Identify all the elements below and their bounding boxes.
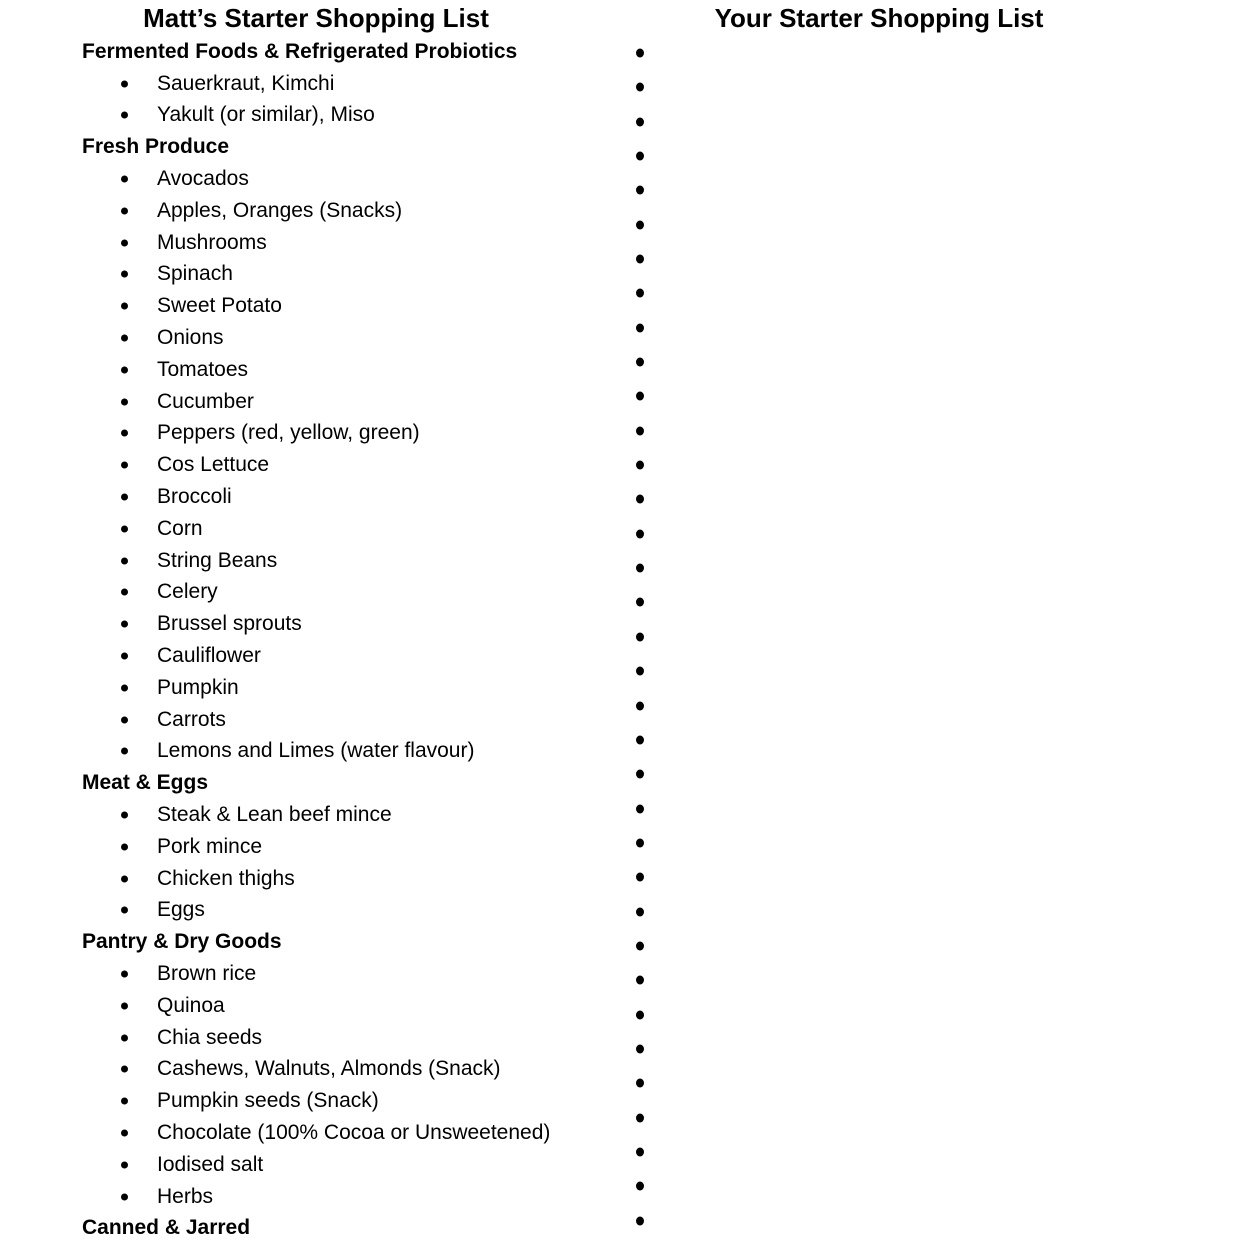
empty-list-row [0, 757, 1240, 791]
empty-list-row [0, 826, 1240, 860]
bullet-icon [636, 1010, 644, 1019]
section-heading: Meat & Eggs [82, 771, 209, 795]
bullet-icon [636, 289, 644, 298]
left-list-title: Matt’s Starter Shopping List [143, 3, 489, 33]
section-heading: Fresh Produce [82, 135, 230, 159]
bullet-icon [636, 220, 644, 229]
list-item-text: Apples, Oranges (Snacks) [157, 198, 403, 222]
bullet-icon [636, 598, 644, 607]
bullet-icon [636, 1079, 644, 1088]
list-item-text: Chia seeds [157, 1025, 263, 1049]
empty-list-row [0, 482, 1240, 516]
empty-list-row [0, 36, 1240, 70]
bullet-icon [636, 735, 644, 744]
bullet-icon [636, 426, 644, 435]
empty-list-row [0, 414, 1240, 448]
list-item-text: Steak & Lean beef mince [157, 803, 392, 827]
bullet-icon [636, 1216, 644, 1225]
list-item-text: Celery [157, 580, 218, 604]
section-heading: Canned & Jarred [82, 1216, 251, 1240]
bullet-icon [636, 1147, 644, 1156]
empty-list-row [0, 345, 1240, 379]
list-item-text: Sauerkraut, Kimchi [157, 71, 335, 95]
empty-list-row [0, 517, 1240, 551]
list-item-text: Quinoa [157, 993, 225, 1017]
bullet-icon [636, 461, 644, 470]
bullet-icon [636, 838, 644, 847]
empty-list-row [0, 894, 1240, 928]
list-item-text: Yakult (or similar), Miso [157, 103, 375, 127]
empty-list-row [0, 70, 1240, 104]
bullet-icon [636, 186, 644, 195]
bullet-icon [636, 529, 644, 538]
empty-list-row [0, 173, 1240, 207]
list-item-text: Tomatoes [157, 357, 249, 381]
empty-list-row [0, 585, 1240, 619]
empty-list-row [0, 688, 1240, 722]
list-item-text: Carrots [157, 707, 226, 731]
list-item-text: Onions [157, 326, 224, 350]
empty-list-row [0, 276, 1240, 310]
bullet-icon [636, 564, 644, 573]
list-item-text: Peppers (red, yellow, green) [157, 421, 420, 445]
bullet-icon [636, 1113, 644, 1122]
empty-list-row [0, 654, 1240, 688]
bullet-icon [636, 701, 644, 710]
list-item-text: Spinach [157, 262, 233, 286]
bullet-icon [636, 83, 644, 92]
list-item-text: Corn [157, 516, 203, 540]
right-list-title: Your Starter Shopping List [714, 3, 1044, 33]
list-item-text: Eggs [157, 898, 205, 922]
bullet-icon [636, 667, 644, 676]
bullet-icon [636, 152, 644, 161]
bullet-icon [636, 117, 644, 126]
empty-list-row [0, 1135, 1240, 1169]
bullet-icon [636, 48, 644, 57]
list-item-text: Iodised salt [157, 1152, 264, 1176]
list-item-text: Broccoli [157, 485, 232, 509]
list-item-text: Cos Lettuce [157, 453, 270, 477]
bullet-icon [636, 1044, 644, 1053]
list-item-text: Lemons and Limes (water flavour) [157, 739, 475, 763]
bullet-icon [636, 255, 644, 264]
empty-list-row [0, 242, 1240, 276]
bullet-icon [636, 323, 644, 332]
list-item-text: Mushrooms [157, 230, 267, 254]
empty-list-row [0, 139, 1240, 173]
list-item-text: Sweet Potato [157, 294, 282, 318]
empty-list-row [0, 860, 1240, 894]
list-item-text: Chicken thighs [157, 866, 295, 890]
empty-list-row [0, 1100, 1240, 1134]
list-item-text: Brown rice [157, 962, 257, 985]
bullet-icon [636, 632, 644, 641]
list-item-text: Chocolate (100% Cocoa or Unsweetened) [157, 1120, 551, 1144]
bullet-icon [636, 770, 644, 779]
bullet-icon [636, 358, 644, 367]
list-item-text: Cucumber [157, 389, 254, 413]
list-item-text: Pumpkin seeds (Snack) [157, 1089, 379, 1113]
empty-list-row [0, 1203, 1240, 1237]
empty-list-row [0, 791, 1240, 825]
bullet-icon [636, 1182, 644, 1191]
empty-list-row [0, 208, 1240, 242]
section-heading: Pantry & Dry Goods [82, 930, 282, 954]
bullet-icon [636, 976, 644, 985]
empty-list-row [0, 1032, 1240, 1066]
empty-list-row [0, 1066, 1240, 1100]
empty-list-row [0, 448, 1240, 482]
list-item-text: Cashews, Walnuts, Almonds (Snack) [157, 1057, 501, 1081]
empty-list-row [0, 997, 1240, 1031]
empty-list-row [0, 963, 1240, 997]
bullet-icon [636, 873, 644, 882]
list-item-text: Pumpkin [157, 675, 239, 699]
empty-list-row [0, 929, 1240, 963]
empty-list-row [0, 1169, 1240, 1203]
empty-list-row [0, 104, 1240, 138]
empty-list-row [0, 620, 1240, 654]
bullet-icon [636, 907, 644, 916]
bullet-icon [636, 941, 644, 950]
empty-list-row [0, 379, 1240, 413]
list-item-text: Pork mince [157, 834, 263, 858]
right-empty-shopping-list [0, 36, 1240, 1238]
empty-list-row [0, 723, 1240, 757]
section-heading: Fermented Foods & Refrigerated Probiotics [82, 39, 518, 63]
list-item-text: Herbs [157, 1184, 214, 1208]
list-item-text: Cauliflower [157, 644, 261, 668]
list-item-text: String Beans [157, 548, 278, 572]
bullet-icon [636, 495, 644, 504]
list-item-text: Brussel sprouts [157, 612, 302, 636]
bullet-icon [636, 392, 644, 401]
list-item-text: Avocados [157, 167, 249, 191]
empty-list-row [0, 548, 1240, 585]
empty-list-row [0, 311, 1240, 345]
bullet-icon [636, 804, 644, 813]
